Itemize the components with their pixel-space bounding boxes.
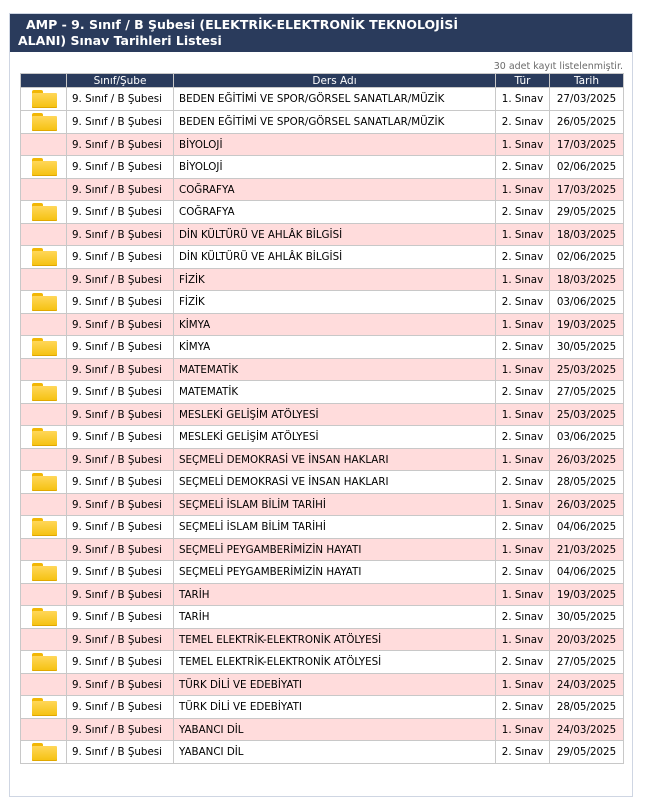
course-cell: BEDEN EĞİTİMİ VE SPOR/GÖRSEL SANATLAR/MÜZİK bbox=[174, 88, 496, 111]
date-cell: 19/03/2025 bbox=[550, 314, 624, 336]
course-cell: YABANCI DİL bbox=[174, 741, 496, 764]
icon-cell bbox=[21, 629, 67, 651]
type-cell: 2. Sınav bbox=[496, 696, 550, 719]
date-cell: 02/06/2025 bbox=[550, 246, 624, 269]
type-cell: 1. Sınav bbox=[496, 674, 550, 696]
course-cell: TARİH bbox=[174, 584, 496, 606]
type-cell: 2. Sınav bbox=[496, 561, 550, 584]
class-cell: 9. Sınıf / B Şubesi bbox=[67, 606, 174, 629]
table-row bbox=[21, 269, 624, 291]
table-row bbox=[21, 516, 624, 539]
icon-cell bbox=[21, 471, 67, 494]
type-cell: 1. Sınav bbox=[496, 359, 550, 381]
class-cell: 9. Sınıf / B Şubesi bbox=[67, 516, 174, 539]
table-row bbox=[21, 629, 624, 651]
exam-list-panel bbox=[9, 13, 633, 797]
folder-icon[interactable] bbox=[31, 428, 57, 446]
folder-icon[interactable] bbox=[31, 158, 57, 176]
icon-cell bbox=[21, 336, 67, 359]
table-row bbox=[21, 719, 624, 741]
col-header-icon bbox=[21, 74, 67, 88]
icon-cell bbox=[21, 674, 67, 696]
course-cell: KİMYA bbox=[174, 336, 496, 359]
exam-table bbox=[20, 73, 624, 764]
class-cell: 9. Sınıf / B Şubesi bbox=[67, 539, 174, 561]
table-row bbox=[21, 539, 624, 561]
class-cell: 9. Sınıf / B Şubesi bbox=[67, 88, 174, 111]
class-cell: 9. Sınıf / B Şubesi bbox=[67, 629, 174, 651]
class-cell: 9. Sınıf / B Şubesi bbox=[67, 404, 174, 426]
date-cell: 20/03/2025 bbox=[550, 629, 624, 651]
course-cell: TÜRK DİLİ VE EDEBİYATI bbox=[174, 674, 496, 696]
date-cell: 27/03/2025 bbox=[550, 88, 624, 111]
class-cell: 9. Sınıf / B Şubesi bbox=[67, 224, 174, 246]
table-row bbox=[21, 471, 624, 494]
type-cell: 1. Sınav bbox=[496, 719, 550, 741]
type-cell: 1. Sınav bbox=[496, 314, 550, 336]
type-cell: 1. Sınav bbox=[496, 584, 550, 606]
class-cell: 9. Sınıf / B Şubesi bbox=[67, 359, 174, 381]
exam-table-wrapper bbox=[20, 73, 623, 764]
table-row bbox=[21, 741, 624, 764]
icon-cell bbox=[21, 269, 67, 291]
type-cell: 1. Sınav bbox=[496, 224, 550, 246]
date-cell: 29/05/2025 bbox=[550, 741, 624, 764]
icon-cell bbox=[21, 516, 67, 539]
date-cell: 29/05/2025 bbox=[550, 201, 624, 224]
date-cell: 04/06/2025 bbox=[550, 516, 624, 539]
class-cell: 9. Sınıf / B Şubesi bbox=[67, 156, 174, 179]
type-cell: 2. Sınav bbox=[496, 471, 550, 494]
folder-icon[interactable] bbox=[31, 90, 57, 108]
course-cell: KİMYA bbox=[174, 314, 496, 336]
icon-cell bbox=[21, 246, 67, 269]
icon-cell bbox=[21, 719, 67, 741]
course-cell: COĞRAFYA bbox=[174, 179, 496, 201]
panel-title bbox=[10, 14, 632, 52]
icon-cell bbox=[21, 291, 67, 314]
class-cell: 9. Sınıf / B Şubesi bbox=[67, 494, 174, 516]
date-cell: 18/03/2025 bbox=[550, 224, 624, 246]
col-header-date: Tarih bbox=[550, 74, 624, 88]
type-cell: 2. Sınav bbox=[496, 156, 550, 179]
class-cell: 9. Sınıf / B Şubesi bbox=[67, 426, 174, 449]
folder-icon[interactable] bbox=[31, 338, 57, 356]
class-cell: 9. Sınıf / B Şubesi bbox=[67, 471, 174, 494]
table-row bbox=[21, 651, 624, 674]
table-row bbox=[21, 584, 624, 606]
col-header-course: Ders Adı bbox=[174, 74, 496, 88]
icon-cell bbox=[21, 111, 67, 134]
type-cell: 2. Sınav bbox=[496, 336, 550, 359]
type-cell: 1. Sınav bbox=[496, 449, 550, 471]
date-cell: 25/03/2025 bbox=[550, 359, 624, 381]
date-cell: 03/06/2025 bbox=[550, 291, 624, 314]
date-cell: 26/03/2025 bbox=[550, 449, 624, 471]
class-cell: 9. Sınıf / B Şubesi bbox=[67, 336, 174, 359]
type-cell: 1. Sınav bbox=[496, 629, 550, 651]
type-cell: 1. Sınav bbox=[496, 179, 550, 201]
date-cell: 02/06/2025 bbox=[550, 156, 624, 179]
date-cell: 25/03/2025 bbox=[550, 404, 624, 426]
table-row bbox=[21, 246, 624, 269]
course-cell: COĞRAFYA bbox=[174, 201, 496, 224]
course-cell: SEÇMELİ PEYGAMBERİMİZİN HAYATI bbox=[174, 561, 496, 584]
table-row bbox=[21, 449, 624, 471]
folder-icon[interactable] bbox=[31, 113, 57, 131]
class-cell: 9. Sınıf / B Şubesi bbox=[67, 381, 174, 404]
folder-icon[interactable] bbox=[31, 698, 57, 716]
course-cell: DİN KÜLTÜRÜ VE AHLÂK BİLGİSİ bbox=[174, 224, 496, 246]
icon-cell bbox=[21, 426, 67, 449]
type-cell: 2. Sınav bbox=[496, 111, 550, 134]
type-cell: 1. Sınav bbox=[496, 269, 550, 291]
type-cell: 2. Sınav bbox=[496, 381, 550, 404]
type-cell: 2. Sınav bbox=[496, 201, 550, 224]
date-cell: 24/03/2025 bbox=[550, 674, 624, 696]
table-row bbox=[21, 134, 624, 156]
folder-icon[interactable] bbox=[31, 743, 57, 761]
table-row bbox=[21, 606, 624, 629]
panel-title-line2: ALANI) Sınav Tarihleri Listesi bbox=[18, 33, 222, 48]
course-cell: FİZİK bbox=[174, 291, 496, 314]
col-header-class: Sınıf/Şube bbox=[67, 74, 174, 88]
icon-cell bbox=[21, 156, 67, 179]
type-cell: 1. Sınav bbox=[496, 88, 550, 111]
date-cell: 04/06/2025 bbox=[550, 561, 624, 584]
course-cell: SEÇMELİ DEMOKRASİ VE İNSAN HAKLARI bbox=[174, 449, 496, 471]
table-row bbox=[21, 156, 624, 179]
date-cell: 03/06/2025 bbox=[550, 426, 624, 449]
course-cell: TEMEL ELEKTRİK-ELEKTRONİK ATÖLYESİ bbox=[174, 651, 496, 674]
type-cell: 1. Sınav bbox=[496, 134, 550, 156]
icon-cell bbox=[21, 381, 67, 404]
panel-title-line1: AMP - 9. Sınıf / B Şubesi (ELEKTRİK-ELEKTRONİK TEKNOLOJİSİ bbox=[26, 17, 459, 32]
table-row bbox=[21, 494, 624, 516]
type-cell: 2. Sınav bbox=[496, 606, 550, 629]
record-count: 30 adet kayıt listelenmiştir. bbox=[493, 61, 623, 72]
course-cell: TEMEL ELEKTRİK-ELEKTRONİK ATÖLYESİ bbox=[174, 629, 496, 651]
table-row bbox=[21, 111, 624, 134]
course-cell: TÜRK DİLİ VE EDEBİYATI bbox=[174, 696, 496, 719]
class-cell: 9. Sınıf / B Şubesi bbox=[67, 291, 174, 314]
course-cell: SEÇMELİ İSLAM BİLİM TARİHİ bbox=[174, 494, 496, 516]
table-row bbox=[21, 404, 624, 426]
class-cell: 9. Sınıf / B Şubesi bbox=[67, 719, 174, 741]
folder-icon[interactable] bbox=[31, 473, 57, 491]
type-cell: 2. Sınav bbox=[496, 516, 550, 539]
date-cell: 28/05/2025 bbox=[550, 471, 624, 494]
table-row bbox=[21, 179, 624, 201]
icon-cell bbox=[21, 404, 67, 426]
folder-icon[interactable] bbox=[31, 203, 57, 221]
date-cell: 26/05/2025 bbox=[550, 111, 624, 134]
folder-icon[interactable] bbox=[31, 563, 57, 581]
class-cell: 9. Sınıf / B Şubesi bbox=[67, 111, 174, 134]
table-row bbox=[21, 336, 624, 359]
course-cell: BİYOLOJİ bbox=[174, 156, 496, 179]
icon-cell bbox=[21, 584, 67, 606]
type-cell: 1. Sınav bbox=[496, 494, 550, 516]
course-cell: DİN KÜLTÜRÜ VE AHLÂK BİLGİSİ bbox=[174, 246, 496, 269]
table-row bbox=[21, 674, 624, 696]
icon-cell bbox=[21, 651, 67, 674]
icon-cell bbox=[21, 539, 67, 561]
date-cell: 18/03/2025 bbox=[550, 269, 624, 291]
icon-cell bbox=[21, 359, 67, 381]
icon-cell bbox=[21, 449, 67, 471]
class-cell: 9. Sınıf / B Şubesi bbox=[67, 449, 174, 471]
icon-cell bbox=[21, 88, 67, 111]
course-cell: MATEMATİK bbox=[174, 381, 496, 404]
date-cell: 27/05/2025 bbox=[550, 651, 624, 674]
table-row bbox=[21, 381, 624, 404]
course-cell: MATEMATİK bbox=[174, 359, 496, 381]
type-cell: 2. Sınav bbox=[496, 651, 550, 674]
table-row bbox=[21, 224, 624, 246]
date-cell: 28/05/2025 bbox=[550, 696, 624, 719]
date-cell: 30/05/2025 bbox=[550, 606, 624, 629]
class-cell: 9. Sınıf / B Şubesi bbox=[67, 674, 174, 696]
class-cell: 9. Sınıf / B Şubesi bbox=[67, 561, 174, 584]
course-cell: TARİH bbox=[174, 606, 496, 629]
icon-cell bbox=[21, 561, 67, 584]
date-cell: 19/03/2025 bbox=[550, 584, 624, 606]
date-cell: 21/03/2025 bbox=[550, 539, 624, 561]
table-row bbox=[21, 88, 624, 111]
course-cell: YABANCI DİL bbox=[174, 719, 496, 741]
icon-cell bbox=[21, 314, 67, 336]
course-cell: BİYOLOJİ bbox=[174, 134, 496, 156]
course-cell: SEÇMELİ PEYGAMBERİMİZİN HAYATI bbox=[174, 539, 496, 561]
course-cell: BEDEN EĞİTİMİ VE SPOR/GÖRSEL SANATLAR/MÜZİK bbox=[174, 111, 496, 134]
type-cell: 2. Sınav bbox=[496, 246, 550, 269]
table-row bbox=[21, 291, 624, 314]
folder-icon[interactable] bbox=[31, 293, 57, 311]
folder-icon[interactable] bbox=[31, 383, 57, 401]
table-row bbox=[21, 359, 624, 381]
icon-cell bbox=[21, 696, 67, 719]
icon-cell bbox=[21, 224, 67, 246]
table-row bbox=[21, 201, 624, 224]
table-row bbox=[21, 696, 624, 719]
course-cell: FİZİK bbox=[174, 269, 496, 291]
course-cell: MESLEKİ GELİŞİM ATÖLYESİ bbox=[174, 404, 496, 426]
date-cell: 27/05/2025 bbox=[550, 381, 624, 404]
icon-cell bbox=[21, 201, 67, 224]
class-cell: 9. Sınıf / B Şubesi bbox=[67, 246, 174, 269]
class-cell: 9. Sınıf / B Şubesi bbox=[67, 179, 174, 201]
type-cell: 1. Sınav bbox=[496, 404, 550, 426]
class-cell: 9. Sınıf / B Şubesi bbox=[67, 651, 174, 674]
table-body bbox=[21, 88, 624, 764]
folder-icon[interactable] bbox=[31, 608, 57, 626]
course-cell: SEÇMELİ İSLAM BİLİM TARİHİ bbox=[174, 516, 496, 539]
date-cell: 17/03/2025 bbox=[550, 134, 624, 156]
icon-cell bbox=[21, 741, 67, 764]
class-cell: 9. Sınıf / B Şubesi bbox=[67, 314, 174, 336]
icon-cell bbox=[21, 606, 67, 629]
col-header-type: Tür bbox=[496, 74, 550, 88]
course-cell: SEÇMELİ DEMOKRASİ VE İNSAN HAKLARI bbox=[174, 471, 496, 494]
date-cell: 17/03/2025 bbox=[550, 179, 624, 201]
course-cell: MESLEKİ GELİŞİM ATÖLYESİ bbox=[174, 426, 496, 449]
type-cell: 2. Sınav bbox=[496, 426, 550, 449]
class-cell: 9. Sınıf / B Şubesi bbox=[67, 269, 174, 291]
date-cell: 24/03/2025 bbox=[550, 719, 624, 741]
folder-icon[interactable] bbox=[31, 518, 57, 536]
class-cell: 9. Sınıf / B Şubesi bbox=[67, 134, 174, 156]
class-cell: 9. Sınıf / B Şubesi bbox=[67, 201, 174, 224]
date-cell: 30/05/2025 bbox=[550, 336, 624, 359]
icon-cell bbox=[21, 134, 67, 156]
class-cell: 9. Sınıf / B Şubesi bbox=[67, 741, 174, 764]
date-cell: 26/03/2025 bbox=[550, 494, 624, 516]
table-row bbox=[21, 426, 624, 449]
type-cell: 2. Sınav bbox=[496, 291, 550, 314]
folder-icon[interactable] bbox=[31, 248, 57, 266]
class-cell: 9. Sınıf / B Şubesi bbox=[67, 584, 174, 606]
table-row bbox=[21, 561, 624, 584]
type-cell: 2. Sınav bbox=[496, 741, 550, 764]
folder-icon[interactable] bbox=[31, 653, 57, 671]
icon-cell bbox=[21, 494, 67, 516]
icon-cell bbox=[21, 179, 67, 201]
type-cell: 1. Sınav bbox=[496, 539, 550, 561]
table-row bbox=[21, 314, 624, 336]
table-header-row bbox=[21, 74, 624, 88]
class-cell: 9. Sınıf / B Şubesi bbox=[67, 696, 174, 719]
